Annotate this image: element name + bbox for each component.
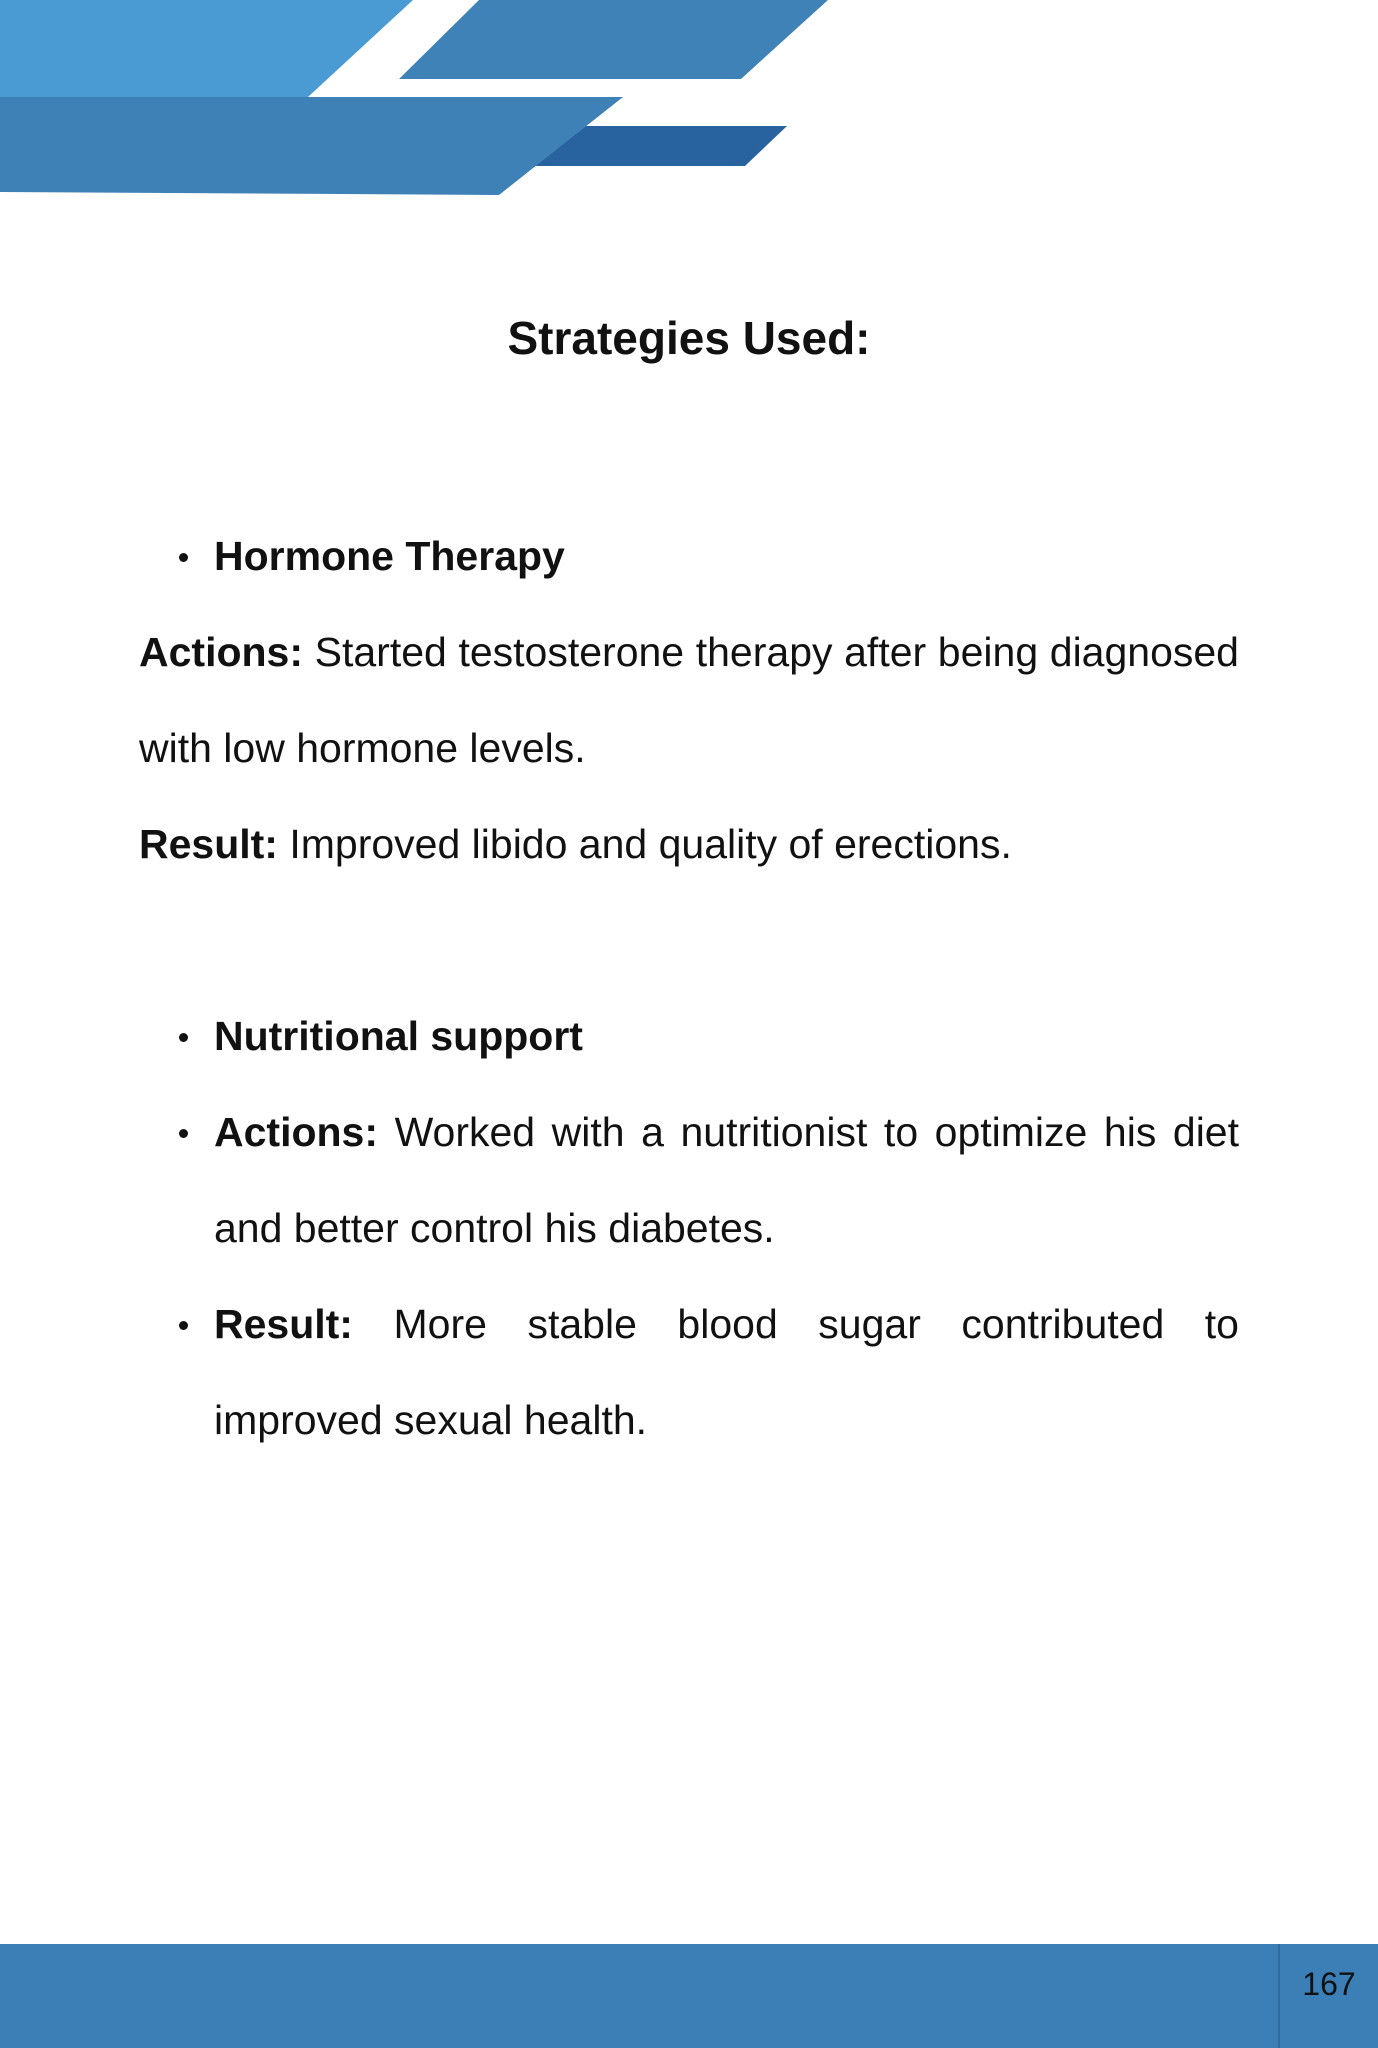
page-number: 167: [1278, 1944, 1378, 2048]
list-item: [139, 988, 1239, 1084]
header-band-light: [0, 0, 413, 97]
actions-paragraph: [139, 604, 1239, 796]
footer-bar: [0, 1944, 1378, 2048]
list-item: [139, 1276, 1239, 1468]
header-band-top: [399, 0, 828, 79]
section-heading: Hormone Therapy: [214, 533, 565, 579]
list-item: [139, 508, 1239, 604]
actions-label: Actions:: [214, 1109, 378, 1155]
actions-text: Worked with a nutritionist to optimize his diet and better control his diabetes.: [214, 1109, 1239, 1251]
result-paragraph: [139, 796, 1239, 892]
page-title: Strategies Used:: [507, 312, 871, 364]
section-spacer: [139, 892, 1239, 988]
main-content: [139, 508, 1239, 1468]
section-heading: Nutritional support: [214, 1013, 583, 1059]
result-label: Result:: [139, 821, 278, 867]
actions-text: Started testosterone therapy after being diagnosed with low hormone levels.: [139, 629, 1239, 771]
result-label: Result:: [214, 1301, 353, 1347]
header-band-wide: [0, 97, 623, 195]
list-item: [139, 1084, 1239, 1276]
result-text: More stable blood sugar contributed to improved sexual health.: [214, 1301, 1239, 1443]
actions-label: Actions:: [139, 629, 303, 675]
header-decoration: [0, 0, 1378, 200]
result-text: Improved libido and quality of erections.: [289, 821, 1012, 867]
